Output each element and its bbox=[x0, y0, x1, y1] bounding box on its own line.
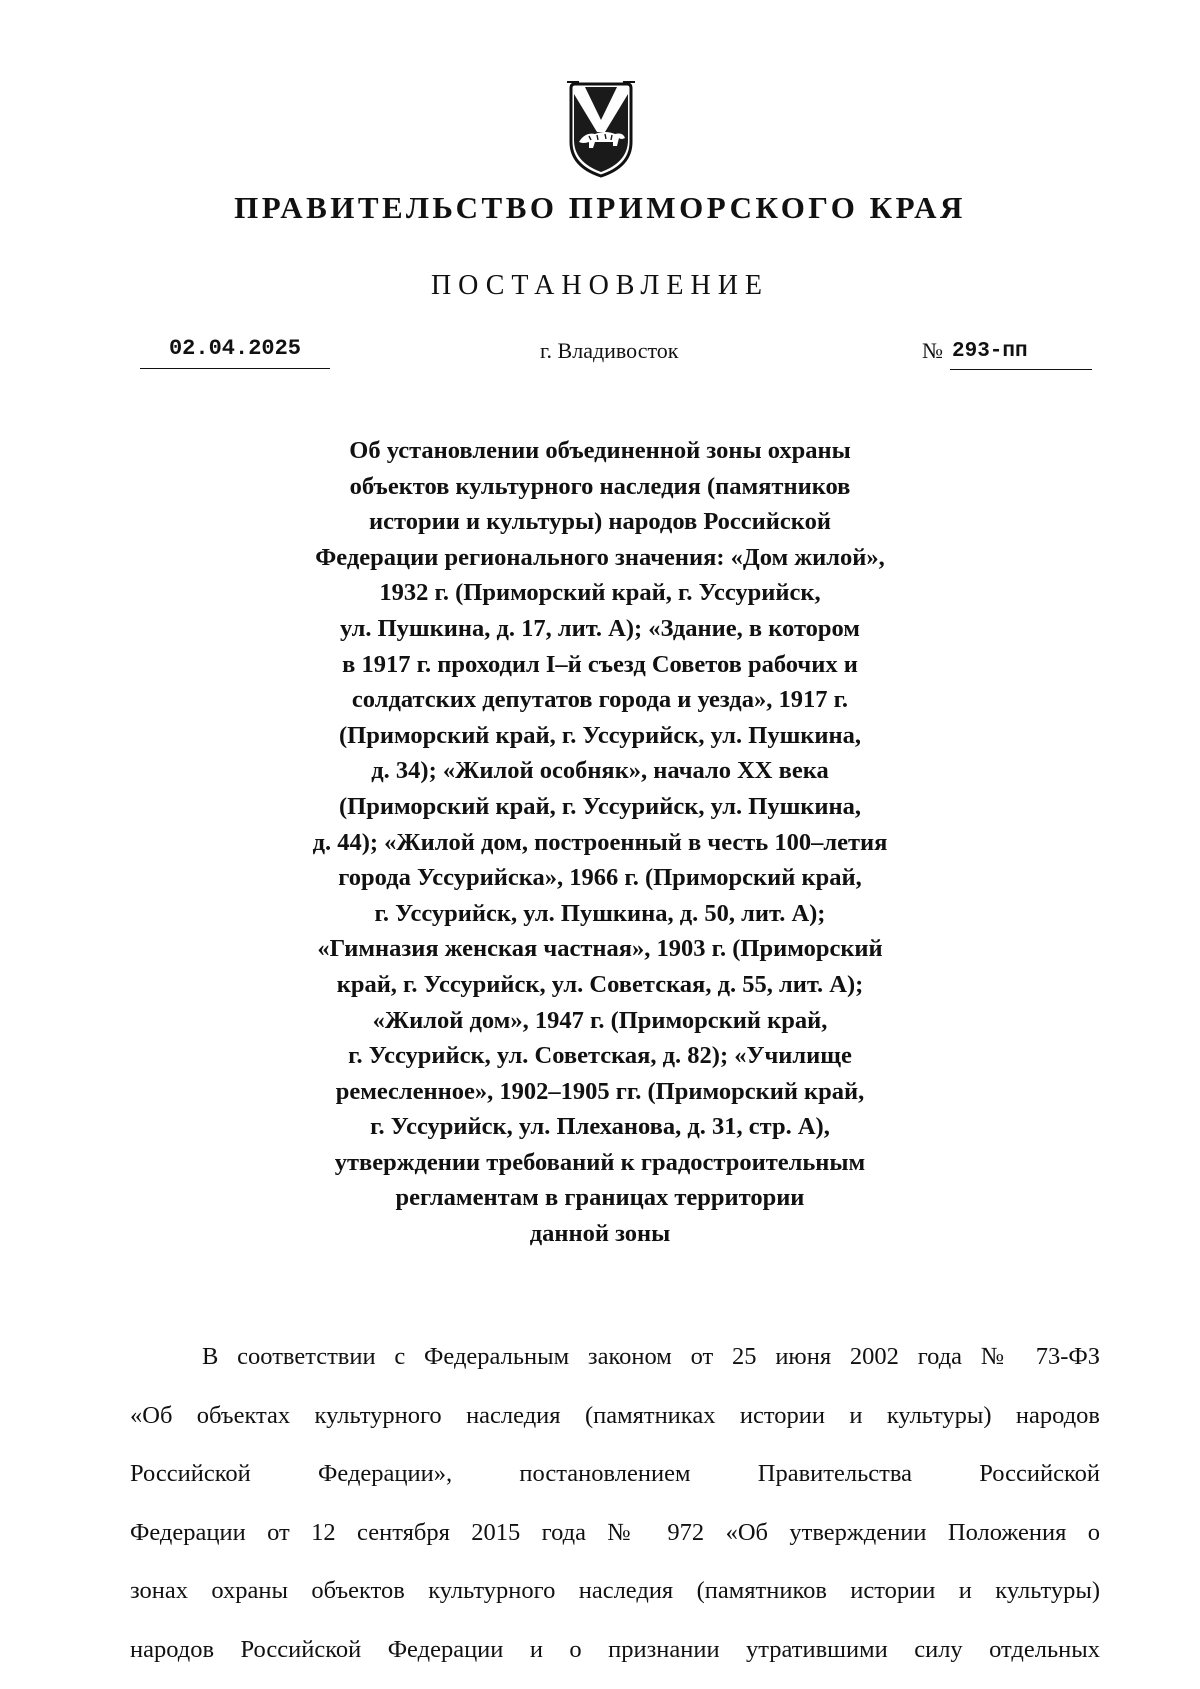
date-underline bbox=[140, 368, 330, 369]
body-line: Федерации от 12 сентября 2015 года № 972 «Об утверждении Положения о bbox=[130, 1518, 1100, 1546]
subject-line: ремесленное», 1902–1905 гг. (Приморский край, bbox=[335, 1077, 865, 1105]
document-date: 02.04.2025 bbox=[168, 336, 302, 361]
subject-line: истории и культуры) народов Российской bbox=[369, 508, 831, 536]
body-line: зонах охраны объектов культурного наследия (памятников истории и культуры) bbox=[130, 1577, 1100, 1604]
subject-line: ул. Пушкина, д. 17, лит. А); «Здание, в котором bbox=[339, 614, 860, 642]
coat-of-arms-emblem bbox=[565, 80, 637, 180]
subject-line: д. 34); «Жилой особняк», начало XX века bbox=[371, 757, 829, 785]
subject-line: «Гимназия женская частная», 1903 г. (Приморский bbox=[317, 935, 883, 963]
subject-line: д. 44); «Жилой дом, построенный в честь 100–летия bbox=[312, 828, 888, 856]
subject-line: данной зоны bbox=[529, 1220, 671, 1248]
subject-line: (Приморский край, г. Уссурийск, ул. Пушкина, bbox=[339, 792, 861, 820]
subject-line: в 1917 г. проходил I–й съезд Советов рабочих и bbox=[342, 650, 858, 678]
body-paragraph bbox=[130, 1328, 1100, 1679]
subject-line: солдатских депутатов города и уезда», 1917 г. bbox=[351, 686, 849, 714]
body-line: народов Российской Федерации и о признании утратившими силу отдельных bbox=[130, 1635, 1100, 1663]
body-line: «Об объектах культурного наследия (памятниках истории и культуры) народов bbox=[130, 1401, 1100, 1429]
subject-line: регламентам в границах территории bbox=[395, 1184, 805, 1212]
subject-line: г. Уссурийск, ул. Пушкина, д. 50, лит. А); bbox=[374, 899, 826, 927]
subject-line: «Жилой дом», 1947 г. (Приморский край, bbox=[372, 1006, 828, 1034]
document-number: 293-пп bbox=[952, 340, 1028, 363]
number-underline bbox=[950, 369, 1092, 370]
number-label: № bbox=[922, 338, 943, 363]
subject-line: 1932 г. (Приморский край, г. Уссурийск, bbox=[379, 579, 821, 607]
subject-line: г. Уссурийск, ул. Советская, д. 82); «Училище bbox=[348, 1042, 852, 1070]
document-city: г. Владивосток bbox=[540, 338, 679, 363]
subject-line: города Уссурийска», 1966 г. (Приморский край, bbox=[338, 864, 862, 892]
document-subject bbox=[250, 433, 950, 1252]
body-line: Российской Федерации», постановлением Правительства Российской bbox=[130, 1460, 1100, 1487]
government-title: ПРАВИТЕЛЬСТВО ПРИМОРСКОГО КРАЯ bbox=[234, 190, 966, 225]
subject-line: (Приморский край, г. Уссурийск, ул. Пушкина, bbox=[339, 721, 861, 749]
subject-line: Об установлении объединенной зоны охраны bbox=[349, 437, 851, 464]
body-line: В соответствии с Федеральным законом от 25 июня 2002 года № 73-ФЗ bbox=[202, 1343, 1100, 1370]
subject-line: Федерации регионального значения: «Дом жилой», bbox=[315, 543, 885, 571]
subject-line: объектов культурного наследия (памятников bbox=[349, 472, 851, 500]
subject-line: утверждении требований к градостроительным bbox=[334, 1148, 866, 1176]
subject-line: г. Уссурийск, ул. Плеханова, д. 31, стр. А), bbox=[370, 1113, 830, 1141]
subject-line: край, г. Уссурийск, ул. Советская, д. 55, лит. А); bbox=[336, 970, 864, 998]
document-type-heading: ПОСТАНОВЛЕНИЕ bbox=[430, 270, 770, 301]
